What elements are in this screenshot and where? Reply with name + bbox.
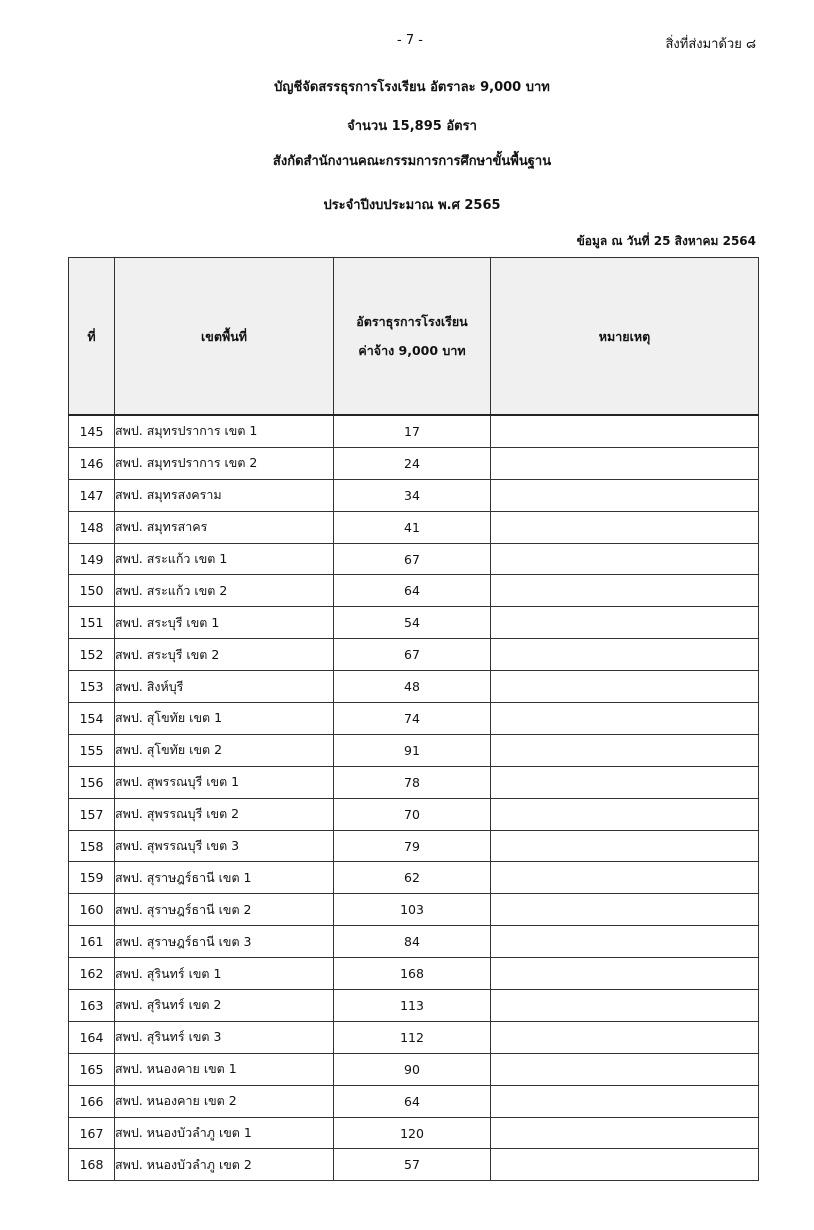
cell-count: 168 bbox=[334, 958, 491, 990]
cell-area: สพป. หนองคาย เขต 2 bbox=[115, 1085, 334, 1117]
cell-no: 150 bbox=[69, 575, 115, 607]
cell-no: 151 bbox=[69, 607, 115, 639]
allocation-table bbox=[68, 257, 759, 1181]
cell-count: 78 bbox=[334, 766, 491, 798]
document-subtitle-agency: สังกัดสำนักงานคณะกรรมการการศึกษาขั้นพื้นฐาน bbox=[272, 154, 552, 169]
cell-area: สพป. สมุทรปราการ เขต 2 bbox=[115, 447, 334, 479]
cell-area: สพป. สุพรรณบุรี เขต 3 bbox=[115, 830, 334, 862]
cell-count: 70 bbox=[334, 798, 491, 830]
as-of-date: ข้อมูล ณ วันที่ 25 สิงหาคม 2564 bbox=[576, 234, 756, 248]
cell-area: สพป. สุรินทร์ เขต 2 bbox=[115, 990, 334, 1022]
cell-note bbox=[491, 926, 759, 958]
cell-no: 161 bbox=[69, 926, 115, 958]
cell-area: สพป. หนองบัวลำภู เขต 1 bbox=[115, 1117, 334, 1149]
table-row bbox=[69, 1117, 759, 1149]
cell-no: 149 bbox=[69, 543, 115, 575]
cell-area: สพป. สระบุรี เขต 1 bbox=[115, 607, 334, 639]
cell-area: สพป. สุราษฎร์ธานี เขต 2 bbox=[115, 894, 334, 926]
cell-note bbox=[491, 1117, 759, 1149]
cell-no: 146 bbox=[69, 447, 115, 479]
cell-note bbox=[491, 958, 759, 990]
cell-count: 41 bbox=[334, 511, 491, 543]
cell-note bbox=[491, 639, 759, 671]
cell-area: สพป. สุพรรณบุรี เขต 1 bbox=[115, 766, 334, 798]
table-body bbox=[69, 415, 759, 1181]
cell-area: สพป. สุโขทัย เขต 1 bbox=[115, 703, 334, 735]
cell-no: 148 bbox=[69, 511, 115, 543]
document-subtitle-fiscal-year: ประจำปีงบประมาณ พ.ศ 2565 bbox=[323, 198, 501, 213]
table-row bbox=[69, 671, 759, 703]
cell-note bbox=[491, 1021, 759, 1053]
cell-count: 67 bbox=[334, 639, 491, 671]
enclosure-label: สิ่งที่ส่งมาด้วย ๘ bbox=[665, 37, 756, 52]
cell-no: 165 bbox=[69, 1053, 115, 1085]
table-row bbox=[69, 958, 759, 990]
cell-note bbox=[491, 1085, 759, 1117]
cell-note bbox=[491, 830, 759, 862]
table-row bbox=[69, 1021, 759, 1053]
cell-no: 166 bbox=[69, 1085, 115, 1117]
cell-no: 168 bbox=[69, 1149, 115, 1181]
cell-no: 154 bbox=[69, 703, 115, 735]
cell-count: 17 bbox=[334, 415, 491, 447]
table-row bbox=[69, 926, 759, 958]
cell-area: สพป. สมุทรปราการ เขต 1 bbox=[115, 415, 334, 447]
cell-note bbox=[491, 511, 759, 543]
cell-count: 48 bbox=[334, 671, 491, 703]
cell-note bbox=[491, 766, 759, 798]
table-row bbox=[69, 766, 759, 798]
cell-count: 84 bbox=[334, 926, 491, 958]
cell-note bbox=[491, 862, 759, 894]
cell-area: สพป. สุพรรณบุรี เขต 2 bbox=[115, 798, 334, 830]
cell-no: 147 bbox=[69, 479, 115, 511]
cell-area: สพป. หนองคาย เขต 1 bbox=[115, 1053, 334, 1085]
cell-area: สพป. สระแก้ว เขต 2 bbox=[115, 575, 334, 607]
cell-count: 67 bbox=[334, 543, 491, 575]
header-count bbox=[334, 258, 491, 416]
document-title: บัญชีจัดสรรธุรการโรงเรียน อัตราละ 9,000 บาท bbox=[274, 80, 550, 95]
cell-note bbox=[491, 1149, 759, 1181]
cell-count: 113 bbox=[334, 990, 491, 1022]
cell-count: 120 bbox=[334, 1117, 491, 1149]
cell-area: สพป. สมุทรสาคร bbox=[115, 511, 334, 543]
cell-count: 62 bbox=[334, 862, 491, 894]
cell-note bbox=[491, 575, 759, 607]
header-count-line1: อัตราธุรการโรงเรียน bbox=[356, 314, 468, 329]
table-row bbox=[69, 543, 759, 575]
cell-note bbox=[491, 447, 759, 479]
header-area: เขตพื้นที่ bbox=[115, 258, 334, 416]
cell-area: สพป. สุราษฎร์ธานี เขต 3 bbox=[115, 926, 334, 958]
header-count-line2: ค่าจ้าง 9,000 บาท bbox=[358, 343, 466, 358]
cell-count: 112 bbox=[334, 1021, 491, 1053]
page-number: - 7 - bbox=[397, 33, 423, 48]
cell-area: สพป. สุราษฎร์ธานี เขต 1 bbox=[115, 862, 334, 894]
cell-area: สพป. สุโขทัย เขต 2 bbox=[115, 734, 334, 766]
cell-area: สพป. สิงห์บุรี bbox=[115, 671, 334, 703]
cell-no: 158 bbox=[69, 830, 115, 862]
table-row bbox=[69, 1053, 759, 1085]
cell-count: 91 bbox=[334, 734, 491, 766]
table-row bbox=[69, 511, 759, 543]
cell-count: 34 bbox=[334, 479, 491, 511]
cell-no: 163 bbox=[69, 990, 115, 1022]
cell-count: 24 bbox=[334, 447, 491, 479]
document-subtitle-count: จำนวน 15,895 อัตรา bbox=[347, 119, 477, 134]
cell-note bbox=[491, 703, 759, 735]
cell-count: 64 bbox=[334, 1085, 491, 1117]
cell-no: 145 bbox=[69, 415, 115, 447]
cell-no: 167 bbox=[69, 1117, 115, 1149]
cell-note bbox=[491, 990, 759, 1022]
cell-count: 90 bbox=[334, 1053, 491, 1085]
cell-no: 162 bbox=[69, 958, 115, 990]
table-row bbox=[69, 415, 759, 447]
cell-note bbox=[491, 734, 759, 766]
cell-no: 155 bbox=[69, 734, 115, 766]
cell-count: 64 bbox=[334, 575, 491, 607]
cell-area: สพป. สระบุรี เขต 2 bbox=[115, 639, 334, 671]
table-row bbox=[69, 798, 759, 830]
table-row bbox=[69, 479, 759, 511]
cell-no: 159 bbox=[69, 862, 115, 894]
cell-count: 54 bbox=[334, 607, 491, 639]
table-row bbox=[69, 1149, 759, 1181]
cell-note bbox=[491, 415, 759, 447]
cell-no: 152 bbox=[69, 639, 115, 671]
cell-no: 160 bbox=[69, 894, 115, 926]
table-row bbox=[69, 447, 759, 479]
cell-note bbox=[491, 894, 759, 926]
cell-no: 164 bbox=[69, 1021, 115, 1053]
cell-area: สพป. สุรินทร์ เขต 3 bbox=[115, 1021, 334, 1053]
cell-count: 103 bbox=[334, 894, 491, 926]
table-row bbox=[69, 830, 759, 862]
cell-note bbox=[491, 1053, 759, 1085]
cell-area: สพป. หนองบัวลำภู เขต 2 bbox=[115, 1149, 334, 1181]
table-row bbox=[69, 894, 759, 926]
table-row bbox=[69, 734, 759, 766]
cell-note bbox=[491, 543, 759, 575]
table-row bbox=[69, 990, 759, 1022]
cell-area: สพป. สระแก้ว เขต 1 bbox=[115, 543, 334, 575]
header-note: หมายเหตุ bbox=[491, 258, 759, 416]
table-row bbox=[69, 607, 759, 639]
cell-no: 156 bbox=[69, 766, 115, 798]
cell-note bbox=[491, 671, 759, 703]
cell-count: 74 bbox=[334, 703, 491, 735]
table-row bbox=[69, 639, 759, 671]
cell-no: 157 bbox=[69, 798, 115, 830]
table-header-row bbox=[69, 258, 759, 416]
cell-area: สพป. สมุทรสงคราม bbox=[115, 479, 334, 511]
table-row bbox=[69, 575, 759, 607]
table-row bbox=[69, 703, 759, 735]
cell-note bbox=[491, 798, 759, 830]
cell-note bbox=[491, 479, 759, 511]
cell-area: สพป. สุรินทร์ เขต 1 bbox=[115, 958, 334, 990]
table-row bbox=[69, 1085, 759, 1117]
cell-count: 57 bbox=[334, 1149, 491, 1181]
header-no: ที่ bbox=[69, 258, 115, 416]
cell-note bbox=[491, 607, 759, 639]
table-row bbox=[69, 862, 759, 894]
cell-count: 79 bbox=[334, 830, 491, 862]
cell-no: 153 bbox=[69, 671, 115, 703]
